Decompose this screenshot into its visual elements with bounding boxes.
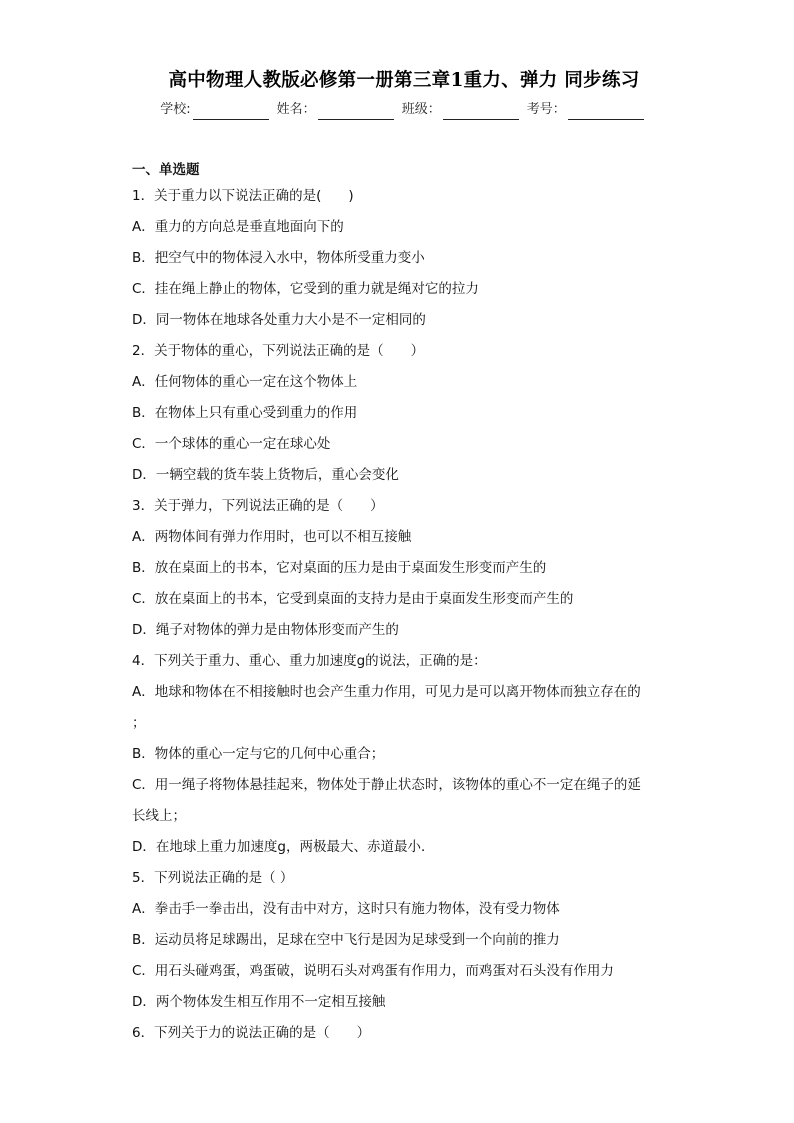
option-c-continued: 长线上；	[132, 808, 186, 824]
option-a: A．重力的方向总是垂直地面向下的	[132, 219, 344, 235]
question-stem: 5．下列说法正确的是（ ）	[132, 870, 294, 886]
option-d: D．在地球上重力加速度g，两极最大、赤道最小．	[132, 839, 435, 855]
question-stem: 3．关于弹力，下列说法正确的是（ ）	[132, 498, 384, 514]
option-b: B．在物体上只有重心受到重力的作用	[132, 405, 358, 421]
section-title: 一、单选题	[132, 162, 200, 178]
class-field	[402, 100, 523, 120]
option-c: C．用石头碰鸡蛋，鸡蛋破，说明石头对鸡蛋有作用力，而鸡蛋对石头没有作用力	[132, 963, 614, 979]
question-stem: 6．下列关于力的说法正确的是（ ）	[132, 1025, 371, 1041]
question-stem: 4．下列关于重力、重心、重力加速度g的说法，正确的是：	[132, 653, 487, 669]
question-2	[132, 341, 676, 485]
number-blank[interactable]	[568, 104, 644, 120]
question-4	[132, 651, 676, 857]
option-d: D．一辆空载的货车装上货物后，重心会变化	[132, 467, 399, 483]
option-d: D．两个物体发生相互作用不一定相互接触	[132, 994, 386, 1010]
question-stem: 2．关于物体的重心，下列说法正确的是（ ）	[132, 343, 425, 359]
option-c: C．放在桌面上的书本，它受到桌面的支持力是由于桌面发生形变而产生的	[132, 591, 574, 607]
option-a: A．拳击手一拳击出，没有击中对方，这时只有施力物体，没有受力物体	[132, 901, 560, 917]
question-3	[132, 496, 676, 640]
name-field	[277, 100, 398, 120]
number-label: 考号：	[526, 102, 566, 117]
option-a: A．地球和物体在不相接触时也会产生重力作用，可见力是可以离开物体而独立存在的	[132, 684, 641, 700]
school-blank[interactable]	[193, 104, 269, 120]
option-b: B．把空气中的物体浸入水中，物体所受重力变小	[132, 250, 425, 266]
option-a: A．两物体间有弹力作用时，也可以不相互接触	[132, 529, 412, 545]
class-label: 班级：	[401, 102, 441, 117]
name-label: 姓名：	[276, 102, 316, 117]
school-field	[160, 100, 272, 120]
option-c: C．挂在绳上静止的物体，它受到的重力就是绳对它的拉力	[132, 281, 479, 297]
question-1	[132, 186, 676, 330]
question-6	[132, 1023, 676, 1043]
school-label: 学校:	[160, 102, 191, 117]
number-field	[527, 100, 648, 120]
option-a-continued: ；	[132, 715, 146, 731]
question-5	[132, 868, 676, 1012]
option-c: C．一个球体的重心一定在球心处	[132, 436, 331, 452]
question-stem: 1．关于重力以下说法正确的是( )	[132, 188, 354, 204]
name-blank[interactable]	[318, 104, 394, 120]
option-b: B．物体的重心一定与它的几何中心重合；	[132, 746, 385, 762]
option-b: B．运动员将足球踢出，足球在空中飞行是因为足球受到一个向前的推力	[132, 932, 560, 948]
option-a: A．任何物体的重心一定在这个物体上	[132, 374, 358, 390]
option-c: C．用一绳子将物体悬挂起来，物体处于静止状态时，该物体的重心不一定在绳子的延	[132, 777, 641, 793]
student-info-line	[132, 100, 676, 120]
class-blank[interactable]	[443, 104, 519, 120]
option-b: B．放在桌面上的书本，它对桌面的压力是由于桌面发生形变而产生的	[132, 560, 547, 576]
page-title: 高中物理人教版必修第一册第三章1重力、弹力 同步练习	[168, 70, 640, 91]
option-d: D．绳子对物体的弹力是由物体形变而产生的	[132, 622, 399, 638]
option-d: D．同一物体在地球各处重力大小是不一定相同的	[132, 312, 426, 328]
